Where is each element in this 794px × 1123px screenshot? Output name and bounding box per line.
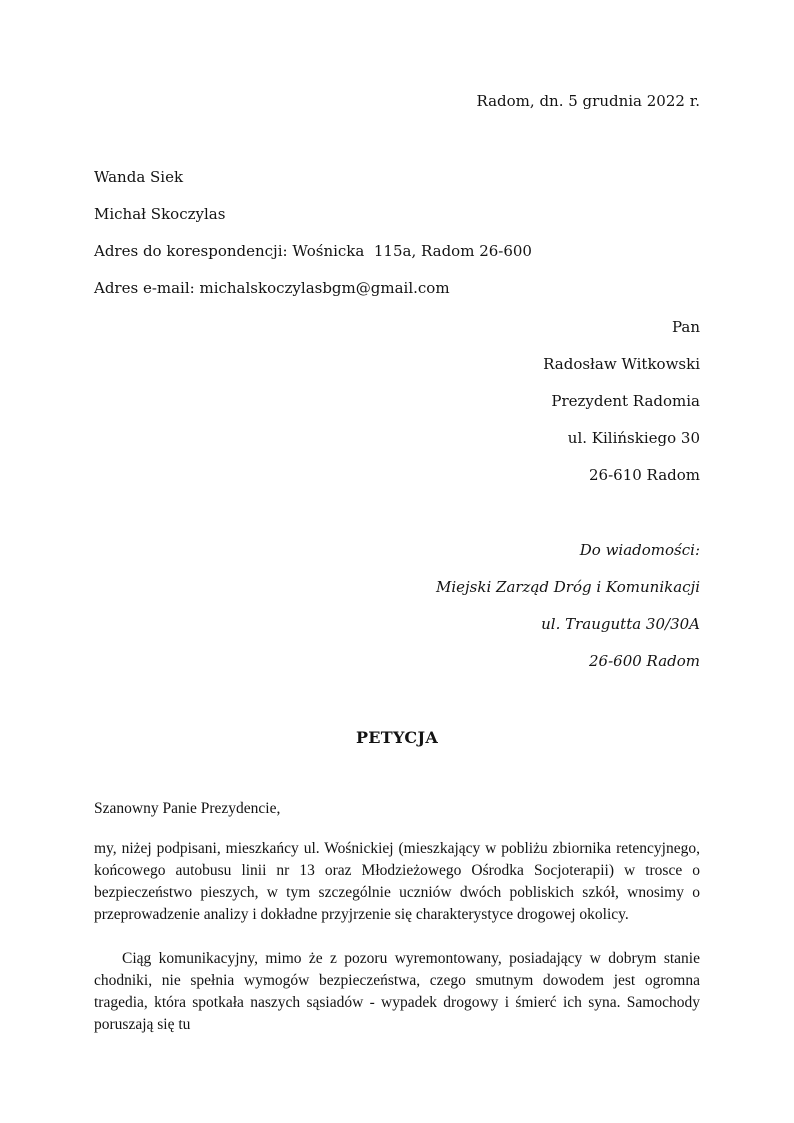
recipient-salutation: Pan xyxy=(671,318,700,336)
cc-block xyxy=(94,532,700,680)
recipient-name: Radosław Witkowski xyxy=(543,355,700,373)
sender-block xyxy=(94,159,700,307)
sender-email-line: Adres e-mail: michalskoczylasbgm@gmail.com xyxy=(94,279,450,297)
cc-street: ul. Traugutta 30/30A xyxy=(541,615,700,633)
cc-organization: Miejski Zarząd Dróg i Komunikacji xyxy=(435,578,700,596)
date-line: Radom, dn. 5 grudnia 2022 r. xyxy=(476,92,700,110)
cc-label: Do wiadomości: xyxy=(579,541,700,559)
cc-postal-city: 26-600 Radom xyxy=(589,652,700,670)
greeting: Szanowny Panie Prezydencie, xyxy=(94,800,281,817)
body-paragraph-1: my, niżej podpisani, mieszkańcy ul. Wośnickiej (mieszkający w pobliżu zbiornika retencyjnego, końcowego autobusu linii nr 13 oraz Młodzieżowego Ośrodka Socjoterapii) w trosce o bezpieczeństwo pieszych, w tym szczególnie uczniów dwóch pobliskich szkół, wnosimy o przeprowadzenie analizy i dokładne przyjrzenie się charakterystyce drogowej okolicy. xyxy=(94,840,700,923)
recipient-block xyxy=(94,309,700,494)
recipient-postal-city: 26-610 Radom xyxy=(589,466,700,484)
recipient-title: Prezydent Radomia xyxy=(551,392,700,410)
letter-title: PETYCJA xyxy=(355,728,439,747)
sender-name-2: Michał Skoczylas xyxy=(94,205,226,223)
recipient-street: ul. Kilińskiego 30 xyxy=(567,429,700,447)
sender-address-line: Adres do korespondencji: Wośnicka 115a, Radom 26-600 xyxy=(94,242,532,260)
sender-name-1: Wanda Siek xyxy=(94,168,184,186)
body-paragraph-2: Ciąg komunikacyjny, mimo że z pozoru wyremontowany, posiadający w dobrym stanie chodniki, nie spełnia wymogów bezpieczeństwa, czego smutnym dowodem jest ogromna tragedia, która spotkała naszych sąsiadów - wypadek drogowy i śmierć ich syna. Samochody poruszają się tu xyxy=(94,950,700,1033)
